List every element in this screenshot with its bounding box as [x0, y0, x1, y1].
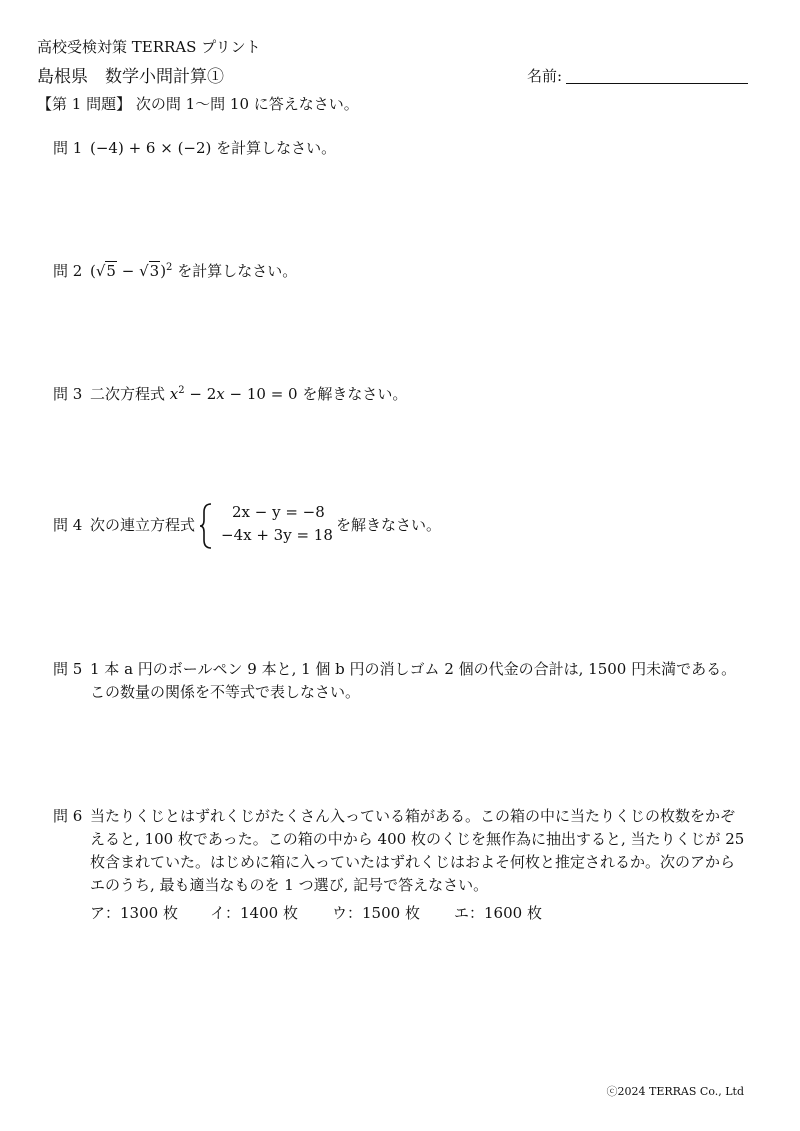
system-equation-1: 2x − y = −8 [232, 503, 325, 521]
question-1-expression: (−4) + 6 × (−2) [90, 139, 212, 157]
question-2-instruction: を計算しなさい。 [172, 262, 298, 280]
system-equation-2: −4x + 3y = 18 [221, 526, 333, 544]
name-input-line[interactable] [566, 83, 748, 84]
copyright-footer: ⓒ2024 TERRAS Co., Ltd [606, 1085, 744, 1098]
variable-x: x [216, 385, 225, 403]
question-4-prefix: 次の連立方程式 [90, 516, 196, 534]
radicand-5: 5 [106, 262, 116, 280]
print-subtitle: 高校受検対策 TERRAS プリント [37, 38, 261, 56]
paren-close: ) [160, 262, 167, 280]
question-2-text [90, 260, 297, 281]
question-4-suffix: を解きなさい。 [336, 516, 442, 534]
radicand-3: 3 [149, 262, 160, 280]
question-number-4: 問 4 [53, 516, 83, 534]
question-3-instruction: − 10 = 0 を解きなさい。 [224, 385, 408, 403]
question-1-instruction: を計算しなさい。 [211, 139, 337, 157]
sqrt-sign: √ [139, 262, 149, 280]
exponent: 2 [166, 262, 173, 273]
equation-label: 二次方程式 [90, 385, 170, 403]
section-heading: 【第 1 問題】 次の問 1〜問 10 に答えなさい。 [37, 95, 359, 113]
sqrt-sign: √ [95, 262, 106, 280]
choice-e: エ：1600 枚 [454, 904, 542, 922]
variable-x: x [169, 385, 179, 403]
exponent: 2 [178, 385, 185, 396]
choice-u: ウ：1500 枚 [332, 904, 420, 922]
name-label: 名前: [527, 67, 563, 85]
minus-sign: − [116, 262, 140, 280]
question-number-3: 問 3 [53, 385, 83, 403]
question-1-text [90, 137, 336, 158]
question-3-text [90, 383, 407, 404]
choice-i: イ：1400 枚 [210, 904, 298, 922]
term: − 2 [184, 385, 217, 403]
question-5-text: 1 本 a 円のボールペン 9 本と, 1 個 b 円の消しゴム 2 個の代金の合計は, 1500 円未満である。この数量の関係を不等式で表しなさい。 [90, 660, 737, 701]
question-number-5: 問 5 [53, 660, 83, 678]
question-number-1: 問 1 [53, 139, 83, 157]
question-6-text: 当たりくじとはずれくじがたくさん入っている箱がある。この箱の中に当たりくじの枚数をかぞえると, 100 枚であった。この箱の中から 400 枚のくじを無作為に抽出すると, 当たりくじが 25 枚含まれていた。はじめに箱に入っていたはずれくじはおよそ何枚と推定されるか。次のアからエのうち, 最も適当なものを 1 つ選び, 記号で答えなさい。 [90, 807, 745, 894]
question-number-6: 問 6 [53, 807, 83, 825]
paren-open: ( [90, 262, 96, 280]
question-number-2: 問 2 [53, 262, 83, 280]
choice-a: ア：1300 枚 [90, 904, 178, 922]
page-title: 島根県 数学小問計算① [37, 67, 224, 87]
